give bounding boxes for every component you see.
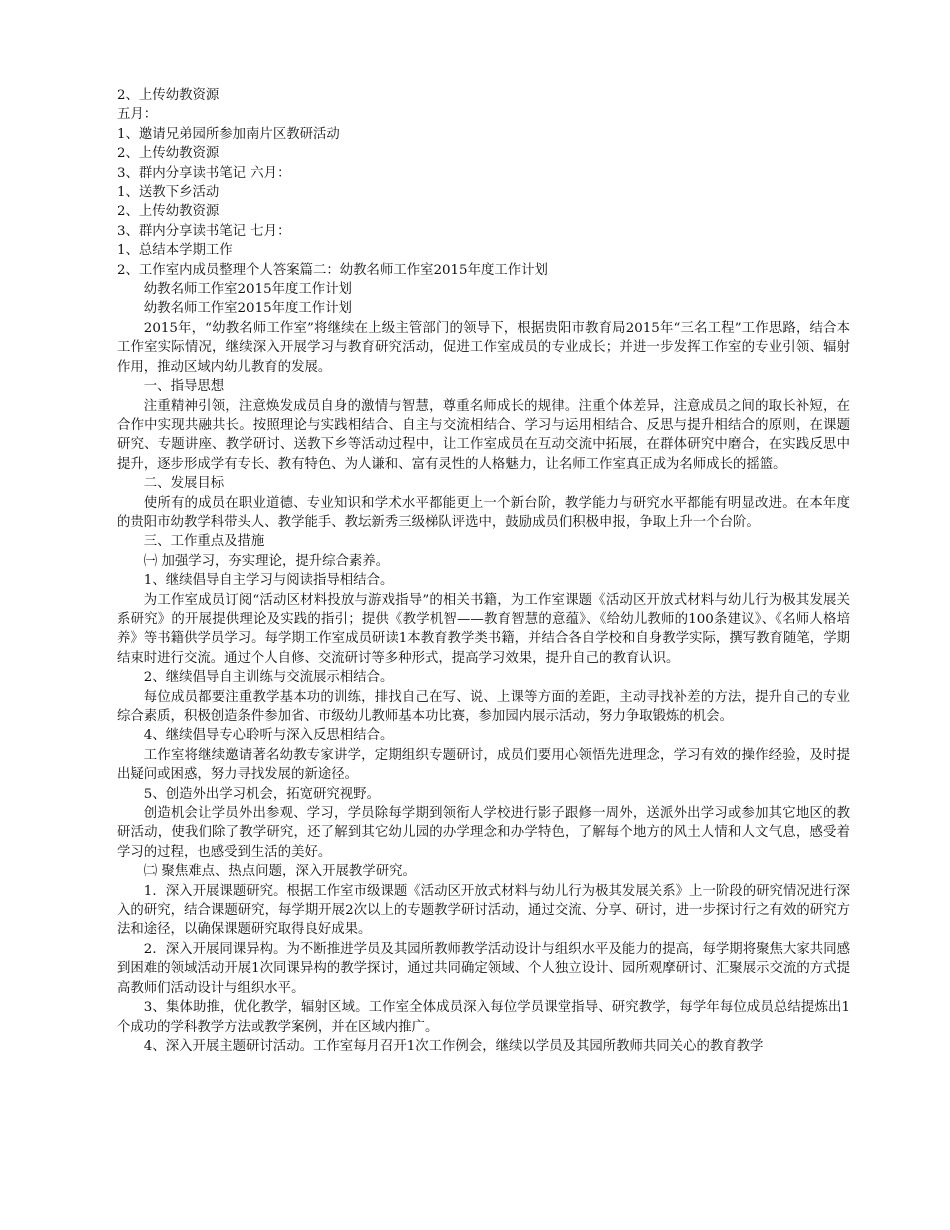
body-paragraph: 工作室将继续邀请著名幼教专家讲学，定期组织专题研讨，成员们要用心领悟先进理念，学习有效的操作经验，及时提出疑问或困惑，努力寻找发展的新途径。 bbox=[117, 747, 850, 783]
body-paragraph: 创造机会让学员外出参观、学习，学员除每学期到领衔人学校进行影子跟修一周外，送派外出学习或参加其它地区的教研活动，使我们除了教学研究，还了解到其它幼儿园的办学理念和办学特色，了解每个地方的风土人情和人文气息，感受着学习的过程，也感受到生活的美好。 bbox=[117, 806, 850, 860]
body-paragraph: 2015年，“幼教名师工作室”将继续在上级主管部门的领导下，根据贵阳市教育局2015年“三名工程”工作思路，结合本工作室实际情况，继续深入开展学习与教育研究活动，促进工作室成员的专业成长；并进一步发挥工作室的专业引领、辐射作用，推动区域内幼儿教育的发展。 bbox=[117, 320, 850, 375]
body-paragraph: 4、深入开展主题研讨活动。工作室每月召开1次工作例会，继续以学员及其园所教师共同关心的教育教学 bbox=[143, 1038, 764, 1054]
list-item: 1、总结本学期工作 bbox=[117, 243, 233, 259]
body-paragraph: 3、集体助推，优化教学，辐射区域。工作室全体成员深入每位学员课堂指导、研究教学，每学年每位成员总结提炼出1个成功的学科教学方法或教学案例，并在区域内推广。 bbox=[117, 1000, 850, 1035]
document-page bbox=[117, 86, 850, 1056]
body-paragraph: 1．深入开展课题研究。根据工作室市级课题《活动区开放式材料与幼儿行为极其发展关系》上一阶段的研究情况进行深入的研究，结合课题研究，每学期开展2次以上的专题教学研讨活动，通过交流、分享、研讨，进一步探讨行之有效的研究方法和途径，以确保课题研究取得良好成果。 bbox=[117, 883, 850, 938]
item-heading: 1、继续倡导自主学习与阅读指导相结合。 bbox=[143, 573, 394, 589]
document-title: 幼教名师工作室2015年度工作计划 bbox=[143, 282, 352, 298]
section-heading: 一、指导思想 bbox=[143, 379, 225, 395]
list-item: 2、工作室内成员整理个人答案篇二：幼教名师工作室2015年度工作计划 bbox=[117, 262, 548, 278]
body-paragraph: 使所有的成员在职业道德、专业知识和学术水平都能更上一个新台阶，教学能力与研究水平都能有明显改进。在本年度的贵阳市幼教学科带头人、教学能手、教坛新秀三级梯队评选中，鼓励成员们积极申报，争取上升一个台阶。 bbox=[117, 495, 850, 530]
list-item: 3、群内分享读书笔记 六月： bbox=[117, 165, 291, 181]
body-paragraph: 2．深入开展同课异构。为不断推进学员及其园所教师教学活动设计与组织水平及能力的提高，每学期将聚焦大家共同感到困难的领域活动开展1次同课异构的教学探讨，通过共同确定领域、个人独立设计、园所观摩研讨、汇聚展示交流的方式提高教师们活动设计与组织水平。 bbox=[117, 941, 850, 996]
subsection-heading: ㈠ 加强学习，夯实理论，提升综合素养。 bbox=[143, 553, 390, 569]
item-heading: 5、创造外出学习机会，拓宽研究视野。 bbox=[143, 786, 380, 802]
list-item: 2、上传幼教资源 bbox=[117, 204, 220, 220]
list-item: 2、上传幼教资源 bbox=[117, 146, 220, 162]
list-item: 1、邀请兄弟园所参加南片区教研活动 bbox=[117, 126, 340, 142]
item-heading: 4、继续倡导专心聆听与深入反思相结合。 bbox=[143, 728, 394, 744]
item-heading: 2、继续倡导自主训练与交流展示相结合。 bbox=[143, 670, 394, 686]
month-heading: 五月： bbox=[117, 107, 158, 123]
body-paragraph: 每位成员都要注重教学基本功的训练，排找自己在写、说、上课等方面的差距，主动寻找补差的方法，提升自己的专业综合素质，积极创造条件参加省、市级幼儿教师基本功比赛，参加园内展示活动，努力争取锻炼的机会。 bbox=[117, 689, 850, 724]
subsection-heading: ㈡ 聚焦难点、热点问题，深入开展教学研究。 bbox=[143, 864, 416, 880]
document-title: 幼教名师工作室2015年度工作计划 bbox=[143, 301, 352, 317]
section-heading: 二、发展目标 bbox=[143, 476, 225, 492]
list-item: 3、群内分享读书笔记 七月： bbox=[117, 223, 291, 239]
list-item: 2、上传幼教资源 bbox=[117, 88, 220, 103]
list-item: 1、送教下乡活动 bbox=[117, 185, 220, 201]
section-heading: 三、工作重点及措施 bbox=[143, 534, 265, 550]
body-paragraph: 注重精神引领，注意焕发成员自身的激情与智慧，尊重名师成长的规律。注重个体差异，注意成员之间的取长补短，在合作中实现共融共长。按照理论与实践相结合、自主与交流相结合、学习与运用相结合、反思与提升相结合的原则，在课题研究、专题讲座、教学研讨、送教下乡等活动过程中，让工作室成员在互动交流中拓展，在群体研究中磨合，在实践反思中提升，逐步形成学有专长、教有特色、为人谦和、富有灵性的人格魅力，让名师工作室真正成为名师成长的摇篮。 bbox=[117, 398, 850, 472]
body-paragraph: 为工作室成员订阅“活动区材料投放与游戏指导”的相关书籍，为工作室课题《活动区开放式材料与幼儿行为极其发展关系研究》的开展提供理论及实践的指引；提供《教学机智——教育智慧的意蕴》、《给幼儿教师的100条建议》、《名师人格培养》等书籍供学员学习。每学期工作室成员研读1本教育教学类书籍，并结合各自学校和自身教学实际，撰写教育随笔，学期结束时进行交流。通过个人自修、交流研讨等多种形式，提高学习效果，提升自己的教育认识。 bbox=[117, 592, 850, 666]
